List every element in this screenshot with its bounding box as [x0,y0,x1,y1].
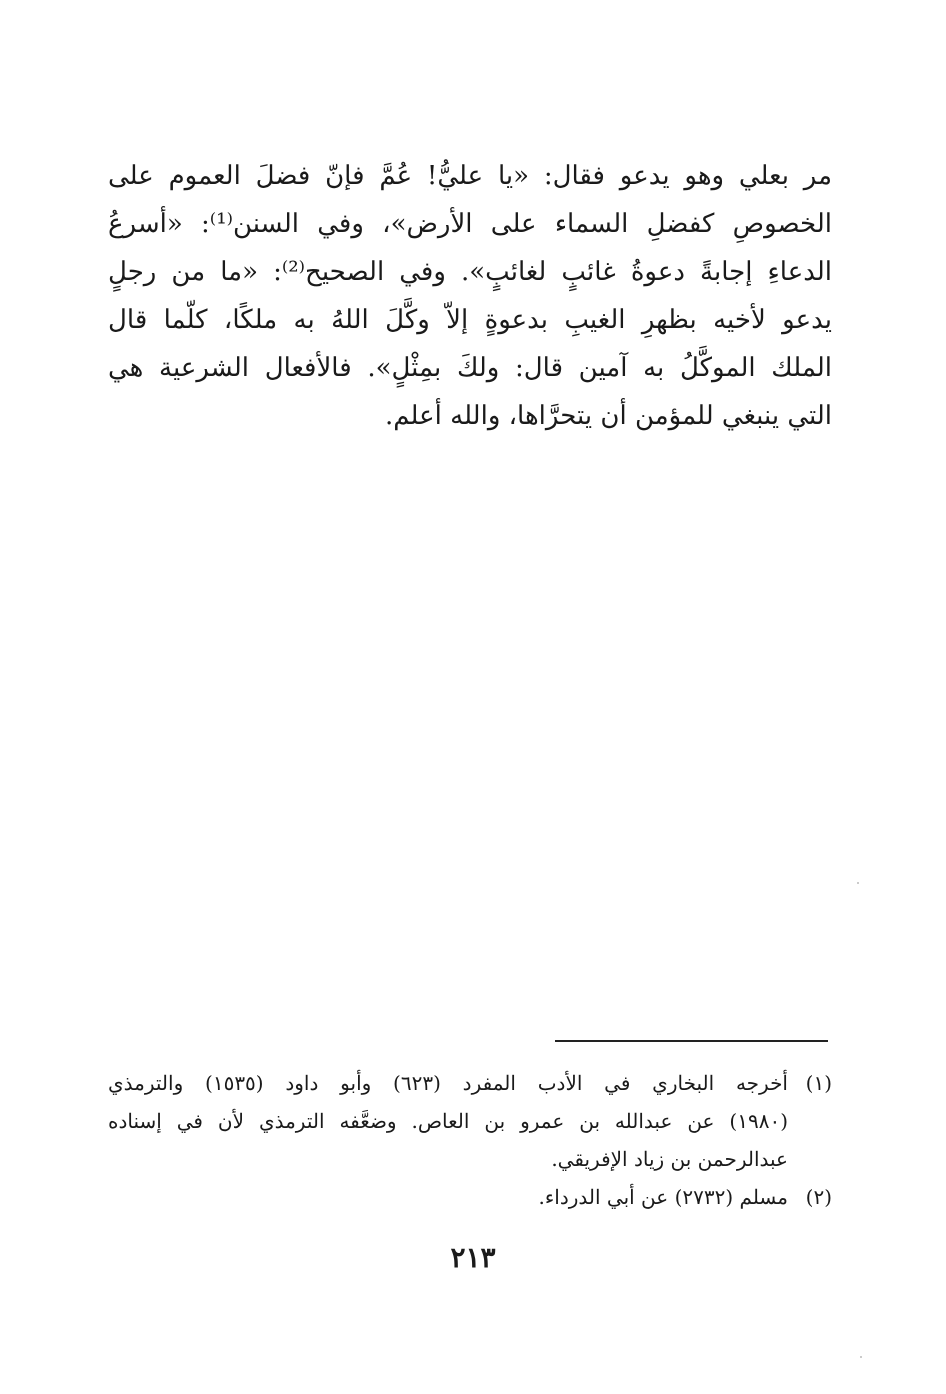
text-line: الخصوصِ كفضلِ السماء على الأرض»، وفي السنن⁽¹⁾: «أسرعُ [108,209,832,239]
text-line: يدعو لأخيه بظهرِ الغيبِ بدعوةٍ إلاّ وكَّلَ اللهُ به ملكًا، كلّما قال [108,305,832,335]
footnote-line: عبدالرحمن بن زياد الإفريقي. [551,1147,788,1171]
footnotes [108,1064,832,1216]
text-line: الملك الموكَّلُ به آمين قال: ولكَ بمِثْلٍ». فالأفعال الشرعية هي [108,353,832,383]
text-line: الدعاءِ إجابةً دعوةُ غائبٍ لغائبٍ». وفي الصحيح⁽²⁾: «ما من رجلٍ [108,257,832,287]
text-line: مر بعلي وهو يدعو فقال: «يا عليُّ! عُمَّ فإنّ فضلَ العموم على [108,161,832,191]
footnote-line: (١٩٨٠) عن عبدالله بن عمرو بن العاص. وضعَّفه الترمذي لأن في إسناده [108,1109,789,1133]
text-line: التي ينبغي للمؤمن أن يتحرَّاها، والله أعلم. [384,401,832,431]
footnote-separator [555,1040,828,1042]
footnote-number: (٢) [805,1185,832,1209]
scan-speck [860,1356,862,1358]
footnote-line: مسلم (٢٧٣٢) عن أبي الدرداء. [538,1185,788,1209]
scan-speck [857,882,859,884]
footnote-2 [108,1178,832,1216]
footnote-line: أخرجه البخاري في الأدب المفرد (٦٢٣) وأبو داود (١٥٣٥) والترمذي [108,1071,788,1095]
footnote-1 [108,1064,832,1178]
footnote-number: (١) [805,1071,832,1095]
main-text [108,152,832,440]
page-number: ٢١٣ [450,1241,496,1274]
